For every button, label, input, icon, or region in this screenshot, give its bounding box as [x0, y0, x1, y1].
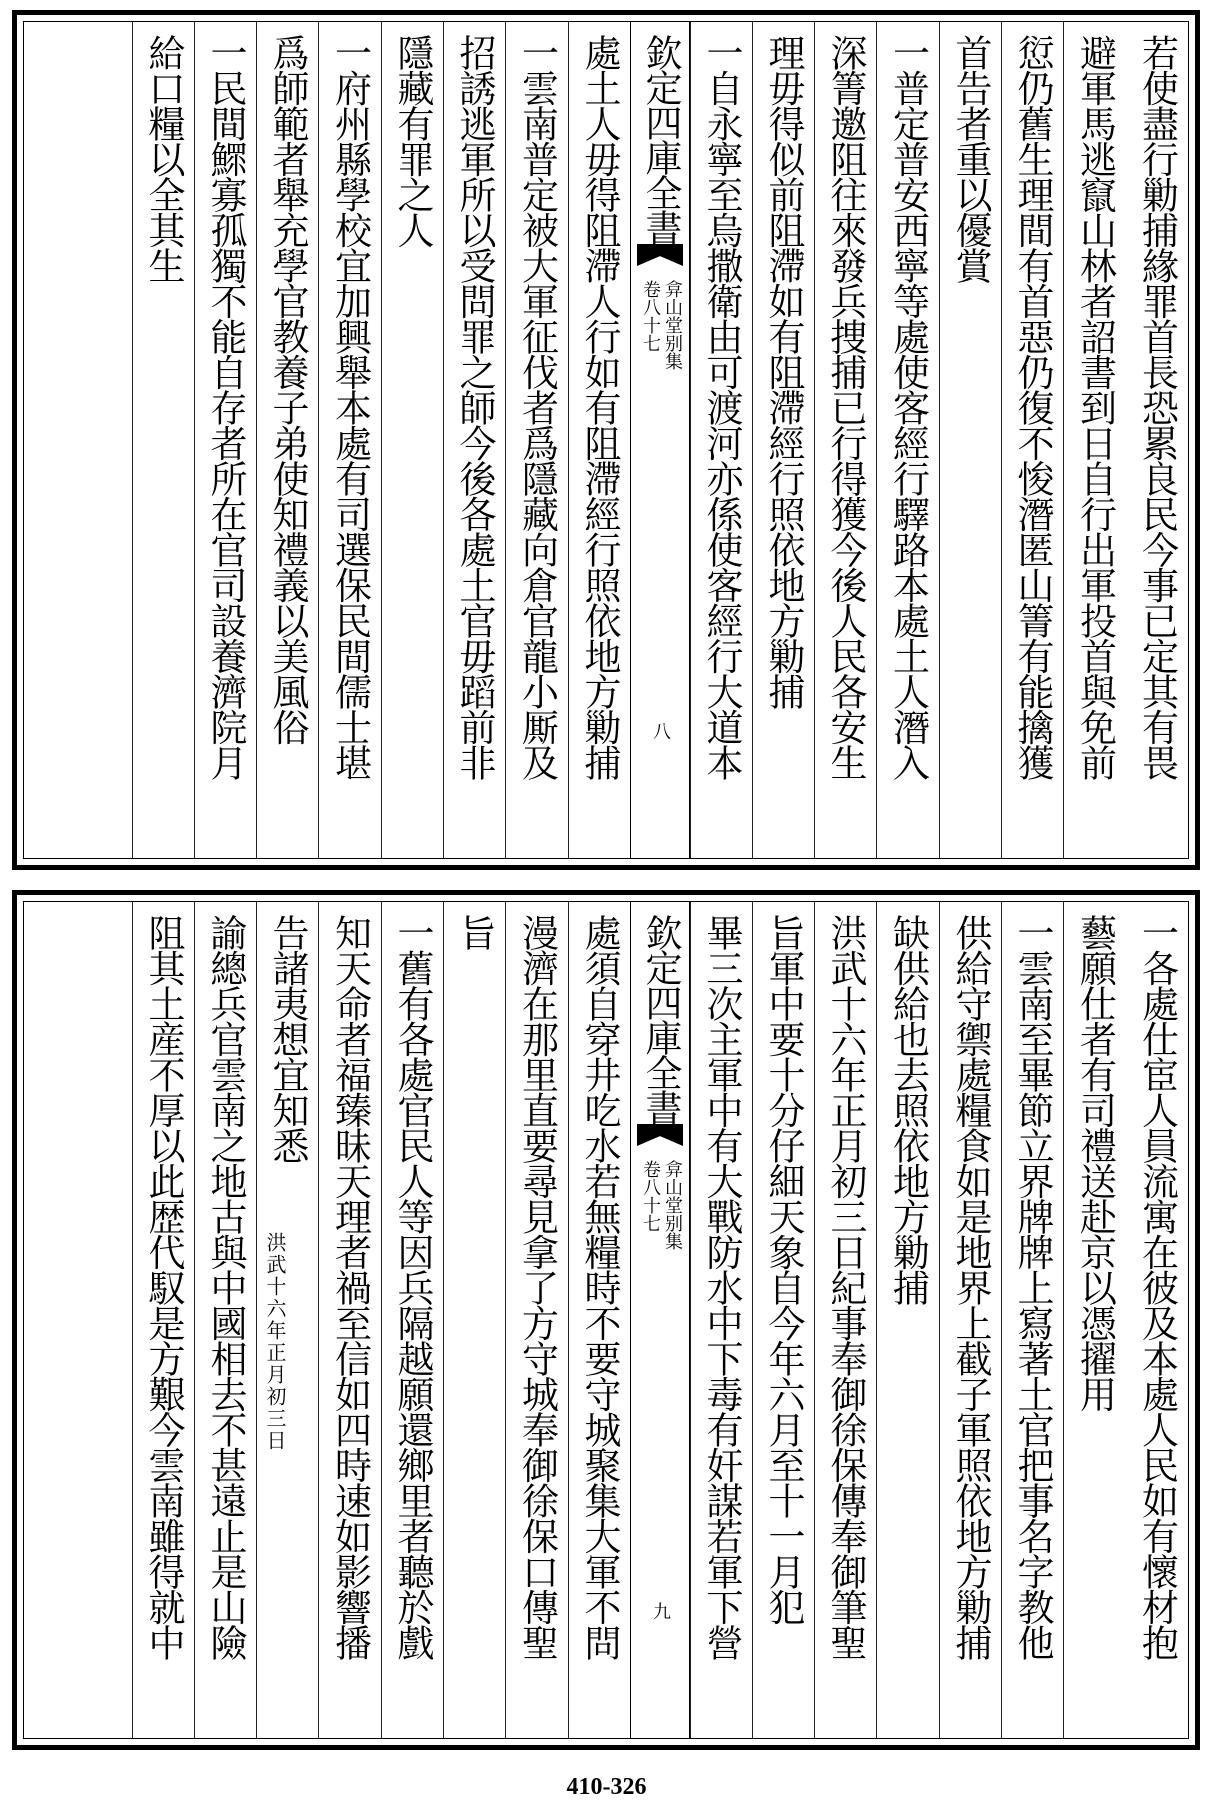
text-column [1063, 902, 1126, 1738]
text-column [876, 22, 939, 858]
text-column [505, 902, 568, 1738]
text-column [568, 902, 630, 1738]
column-text: 愆仍舊生理間有首惡仍復不悛潛匿山箐有能擒獲 [1011, 34, 1054, 780]
column-text: 洪武十六年正月初三日紀事奉御徐保傳奉御筆聖 [824, 914, 867, 1660]
column-text: 處須自穿井吃水若無糧時不要守城聚集大軍不問 [578, 914, 621, 1660]
text-column [568, 22, 630, 858]
column-text: 旨 [453, 914, 496, 950]
text-column [1126, 22, 1188, 858]
spine-page-number: 八 [650, 722, 671, 740]
spine-book-title: 弇山堂别集 [662, 1160, 683, 1250]
column-text: 處土人毋得阻滯人行如有阻滯經行照依地方勦捕 [578, 34, 621, 780]
text-column [690, 22, 752, 858]
text-column [318, 902, 381, 1738]
text-column [132, 22, 194, 858]
text-column [939, 22, 1001, 858]
column-text: 藝願仕者有司禮送赴京以憑擢用 [1073, 914, 1117, 1411]
text-column [1063, 22, 1126, 858]
spine-volume: 卷八十七 [640, 280, 661, 352]
text-column [194, 22, 256, 858]
text-column [1001, 22, 1063, 858]
column-text: 一各處仕宦人員流寓在彼及本處人民如有懷材抱 [1135, 914, 1179, 1660]
spine-title: 欽定四庫全書 [639, 34, 682, 244]
text-column [318, 22, 381, 858]
text-column [194, 902, 256, 1738]
text-column [132, 902, 194, 1738]
spine-book-title: 弇山堂别集 [662, 280, 683, 370]
text-column [814, 902, 876, 1738]
fishtail-mark [637, 244, 683, 266]
column-text: 首告者重以優賞 [949, 34, 992, 283]
spine-title: 欽定四庫全書 [639, 914, 682, 1124]
column-text: 若使盡行勦捕緣罪首長恐累良民今事已定其有畏 [1135, 34, 1179, 780]
text-column [443, 22, 505, 858]
column-text: 諭總兵官雲南之地古與中國相去不甚遠止是山險 [204, 914, 247, 1660]
spine-volume: 卷八十七 [640, 1160, 661, 1232]
column-text: 理毋得似前阻滯如有阻滯經行照依地方勦捕 [762, 34, 805, 709]
center-spine [630, 902, 690, 1738]
column-text: 旨軍中要十分仔細天象自今年六月至十一月犯 [762, 914, 805, 1624]
text-column [1001, 902, 1063, 1738]
column-text: 避軍馬逃竄山林者詔書到日自行出軍投首與免前 [1073, 34, 1117, 780]
text-column [939, 902, 1001, 1738]
text-column [752, 22, 814, 858]
column-text: 供給守禦處糧食如是地界上截子軍照依地方勦捕 [949, 914, 992, 1660]
column-text: 知天命者福臻昧天理者禍至信如四時速如影響播 [328, 914, 372, 1660]
column-text: 隱藏有罪之人 [391, 34, 434, 247]
column-text: 漫濟在那里直要尋見拿了方守城奉御徐保口傳聖 [515, 914, 559, 1660]
center-spine [630, 22, 690, 858]
text-column [1126, 902, 1188, 1738]
column-text: 一民間鰥寡孤獨不能自存者所在官司設養濟院月 [204, 34, 247, 780]
column-text: 爲師範者舉充學官教養子弟使知禮義以美風俗 [266, 34, 309, 744]
text-column [256, 22, 318, 858]
text-column [505, 22, 568, 858]
text-column [752, 902, 814, 1738]
column-text: 一普定普安西寧等處使客經行驛路本處土人潛入 [886, 34, 930, 780]
text-column [443, 902, 505, 1738]
top-page [12, 10, 1200, 870]
date-annotation: 洪武十六年正月初三日 [263, 1232, 287, 1452]
column-text: 深箐邀阻往來發兵捜捕已行得獲今後人民各安生 [824, 34, 867, 780]
text-column [876, 902, 939, 1738]
column-text: 一府州縣學校宜加興舉本處有司選保民間儒士堪 [328, 34, 372, 780]
column-text: 畢三次主軍中有大戰防水中下毒有奸謀若軍下營 [700, 914, 743, 1660]
column-text: 一雲南普定被大軍征伐者爲隱藏向倉官龍小厮及 [515, 34, 559, 780]
text-column [690, 902, 752, 1738]
spine-page-number: 九 [650, 1602, 671, 1620]
page-reference-number: 410-326 [566, 1774, 647, 1800]
column-text: 一舊有各處官民人等因兵隔越願還鄉里者聽於戲 [391, 914, 434, 1660]
text-column [814, 22, 876, 858]
fishtail-mark [637, 1124, 683, 1146]
text-column [256, 902, 318, 1738]
column-text: 一雲南至畢節立界牌牌上寫著土官把事名字教他 [1011, 914, 1054, 1660]
bottom-page-frame [23, 901, 1189, 1739]
column-text: 阻其土産不厚以此歴代馭是方艱今雲南雖得就中 [142, 914, 185, 1660]
column-text: 給口糧以全其生 [142, 34, 185, 283]
column-text: 缺供給也去照依地方勦捕 [886, 914, 930, 1305]
text-column [381, 902, 443, 1738]
bottom-page [12, 890, 1200, 1750]
column-text: 告諸夷想宜知悉 [266, 914, 309, 1163]
top-page-frame [23, 21, 1189, 859]
column-text: 一自永寧至烏撒衛由可渡河亦係使客經行大道本 [700, 34, 743, 780]
column-text: 招誘逃軍所以受問罪之師今後各處土官毋蹈前非 [453, 34, 496, 780]
text-column [381, 22, 443, 858]
